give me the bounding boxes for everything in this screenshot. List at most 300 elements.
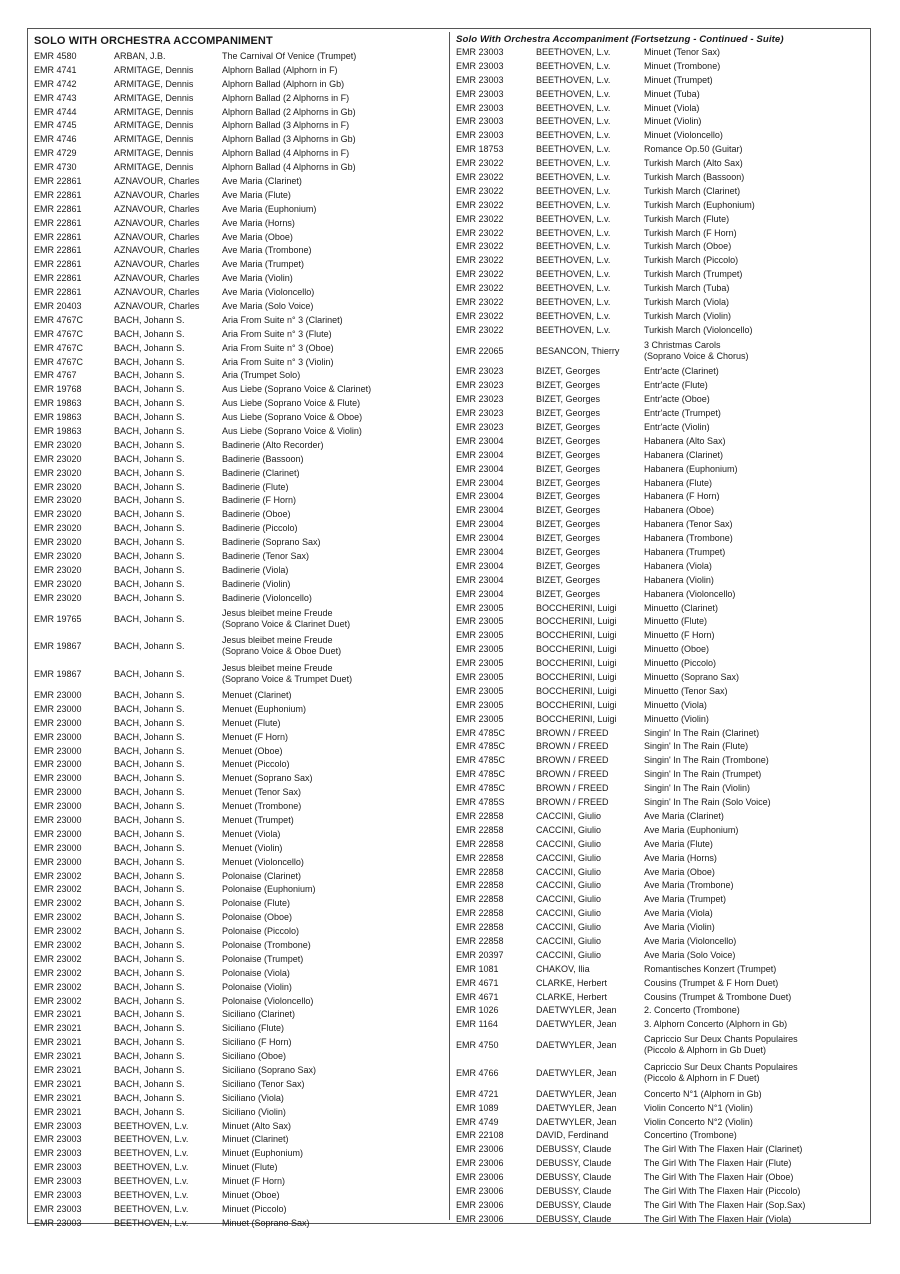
work-title-line: Menuet (Oboe) <box>222 745 283 756</box>
work-title <box>644 450 866 460</box>
composer-name: BEETHOVEN, L.v. <box>114 1134 189 1145</box>
catalog-entry <box>456 851 866 865</box>
composer-name: BACH, Johann S. <box>114 328 185 339</box>
catalog-entry <box>34 49 444 63</box>
catalog-number: EMR 23021 <box>34 1023 82 1034</box>
work-title-line: Aria From Suite n° 3 (Flute) <box>222 328 332 339</box>
catalog-number: EMR 23021 <box>34 1078 82 1089</box>
catalog-entry <box>456 1198 866 1212</box>
composer-name: BROWN / FREED <box>536 755 609 766</box>
catalog-entry <box>456 976 866 990</box>
catalog-number: EMR 23022 <box>456 310 504 321</box>
composer-name: AZNAVOUR, Charles <box>114 273 200 284</box>
catalog-entry <box>456 226 866 240</box>
catalog-entry <box>456 337 866 365</box>
catalog-number: EMR 22108 <box>456 1130 504 1141</box>
catalog-entry <box>34 1174 444 1188</box>
catalog-number: EMR 23006 <box>456 1186 504 1197</box>
catalog-entry <box>34 63 444 77</box>
catalog-entry <box>456 1170 866 1184</box>
catalog-number: EMR 23003 <box>34 1162 82 1173</box>
catalog-number: EMR 23021 <box>34 1037 82 1048</box>
work-title <box>644 936 866 946</box>
catalog-entry <box>34 91 444 105</box>
work-title <box>222 815 444 825</box>
catalog-entry <box>34 1091 444 1105</box>
composer-name: BACH, Johann S. <box>114 787 185 798</box>
composer-name: BACH, Johann S. <box>114 509 185 520</box>
catalog-number: EMR 4750 <box>456 1040 499 1051</box>
work-title-line: Romantisches Konzert (Trumpet) <box>644 963 777 974</box>
composer-name: BACH, Johann S. <box>114 801 185 812</box>
catalog-entry <box>456 1101 866 1115</box>
work-title-line: Cousins (Trumpet & F Horn Duet) <box>644 977 779 988</box>
catalog-number: EMR 4744 <box>34 106 77 117</box>
composer-name: BACH, Johann S. <box>114 425 185 436</box>
composer-name: BIZET, Georges <box>536 533 601 544</box>
work-title-line: (Piccolo & Alphorn in F Duet) <box>644 1072 760 1083</box>
catalog-number: EMR 4785C <box>456 769 506 780</box>
composer-name: AZNAVOUR, Charles <box>114 175 200 186</box>
catalog-entry <box>456 948 866 962</box>
catalog-entry <box>34 966 444 980</box>
catalog-entry <box>34 494 444 508</box>
composer-name: BIZET, Georges <box>536 380 601 391</box>
catalog-entry <box>456 239 866 253</box>
composer-name: BACH, Johann S. <box>114 731 185 742</box>
catalog-entry <box>34 785 444 799</box>
catalog-number: EMR 23000 <box>34 828 82 839</box>
work-title <box>644 89 866 99</box>
work-title <box>644 1200 866 1210</box>
composer-name: AZNAVOUR, Charles <box>114 189 200 200</box>
work-title-line: Singin' In The Rain (Clarinet) <box>644 727 760 738</box>
work-title <box>644 1034 866 1056</box>
work-title-line: Badinerie (Piccolo) <box>222 523 298 534</box>
catalog-number: EMR 23000 <box>34 731 82 742</box>
work-title <box>644 61 866 71</box>
composer-name: BEETHOVEN, L.v. <box>536 102 611 113</box>
work-title <box>222 398 444 408</box>
catalog-entry <box>34 952 444 966</box>
composer-name: DEBUSSY, Claude <box>536 1186 612 1197</box>
work-title <box>222 482 444 492</box>
work-title-line: Habanera (Oboe) <box>644 505 715 516</box>
work-title-line: Polonaise (Euphonium) <box>222 884 316 895</box>
work-title-line: Habanera (Violin) <box>644 574 714 585</box>
composer-name: BACH, Johann S. <box>114 412 185 423</box>
catalog-number: EMR 23003 <box>34 1120 82 1131</box>
catalog-entry <box>456 865 866 879</box>
catalog-number: EMR 1164 <box>456 1019 498 1030</box>
composer-name: BACH, Johann S. <box>114 898 185 909</box>
catalog-number: EMR 23003 <box>34 1203 82 1214</box>
composer-name: DAETWYLER, Jean <box>536 1040 617 1051</box>
catalog-number: EMR 22861 <box>34 231 82 242</box>
catalog-number: EMR 23020 <box>34 509 82 520</box>
composer-name: DAETWYLER, Jean <box>536 1116 617 1127</box>
catalog-number: EMR 23020 <box>34 537 82 548</box>
work-title-line: Ave Maria (Solo Voice) <box>644 949 736 960</box>
work-title-line: Habanera (F Horn) <box>644 491 720 502</box>
work-title-line: Minuet (Trumpet) <box>644 74 713 85</box>
composer-name: BACH, Johann S. <box>114 370 185 381</box>
composer-name: BEETHOVEN, L.v. <box>114 1148 189 1159</box>
catalog-entry <box>456 517 866 531</box>
composer-name: BEETHOVEN, L.v. <box>536 213 611 224</box>
work-title-line: Menuet (Viola) <box>222 828 281 839</box>
work-title <box>644 603 866 613</box>
composer-name: DAETWYLER, Jean <box>536 1067 617 1078</box>
work-title-line: Minuet (Alto Sax) <box>222 1120 292 1131</box>
catalog-entry <box>34 1063 444 1077</box>
catalog-entry <box>34 938 444 952</box>
work-title-line: Ave Maria (Violoncello) <box>222 287 315 298</box>
composer-name: BACH, Johann S. <box>114 342 185 353</box>
work-title-line: Alphorn Ballad (4 Alphorns in F) <box>222 148 350 159</box>
composer-name: DEBUSSY, Claude <box>536 1144 612 1155</box>
composer-name: BEETHOVEN, L.v. <box>114 1176 189 1187</box>
work-title <box>222 1107 444 1117</box>
catalog-number: EMR 23005 <box>456 644 504 655</box>
catalog-entry <box>34 827 444 841</box>
work-title-line: Ave Maria (Flute) <box>222 189 291 200</box>
work-title-line: Concerto N°1 (Alphorn in Gb) <box>644 1088 762 1099</box>
catalog-entry <box>456 601 866 615</box>
work-title-line: Concertino (Trombone) <box>644 1130 737 1141</box>
catalog-number: EMR 4785C <box>456 727 506 738</box>
work-title-line: Habanera (Violoncello) <box>644 588 736 599</box>
composer-name: BIZET, Georges <box>536 435 601 446</box>
work-title <box>222 843 444 853</box>
work-title <box>644 464 866 474</box>
composer-name: BACH, Johann S. <box>114 814 185 825</box>
composer-name: ARMITAGE, Dennis <box>114 120 194 131</box>
work-title-line: Menuet (Soprano Sax) <box>222 773 313 784</box>
catalog-entry <box>456 781 866 795</box>
work-title-line: Siciliano (Violin) <box>222 1106 286 1117</box>
catalog-number: EMR 23023 <box>456 408 504 419</box>
catalog-entry <box>34 924 444 938</box>
catalog-number: EMR 23003 <box>456 130 504 141</box>
work-title <box>222 79 444 89</box>
work-title-line: Violin Concerto N°2 (Violin) <box>644 1116 753 1127</box>
catalog-number: EMR 23023 <box>456 366 504 377</box>
catalog-number: EMR 19765 <box>34 613 82 624</box>
work-title-line: Ave Maria (Violoncello) <box>644 935 737 946</box>
work-title-line: Habanera (Flute) <box>644 477 713 488</box>
work-title-line: Aus Liebe (Soprano Voice & Clarinet) <box>222 384 372 395</box>
work-title-line: Minuet (Violoncello) <box>644 130 723 141</box>
work-title-line: Polonaise (Clarinet) <box>222 870 302 881</box>
composer-name: AZNAVOUR, Charles <box>114 217 200 228</box>
catalog-number: EMR 23002 <box>34 870 82 881</box>
composer-name: BOCCHERINI, Luigi <box>536 672 617 683</box>
catalog-entry <box>456 59 866 73</box>
work-title <box>644 491 866 501</box>
work-title <box>644 366 866 376</box>
work-title <box>644 769 866 779</box>
catalog-number: EMR 23022 <box>456 255 504 266</box>
work-title-line: Entr'acte (Violin) <box>644 422 710 432</box>
work-title-line: Minuetto (Oboe) <box>644 644 710 655</box>
composer-name: BACH, Johann S. <box>114 669 185 680</box>
catalog-number: EMR 22858 <box>456 908 504 919</box>
work-title <box>222 107 444 117</box>
composer-name: BEETHOVEN, L.v. <box>536 241 611 252</box>
composer-name: BACH, Johann S. <box>114 912 185 923</box>
catalog-number: EMR 23023 <box>456 394 504 405</box>
catalog-entry <box>456 198 866 212</box>
work-title <box>222 773 444 783</box>
work-title-line: Minuet (Flute) <box>222 1162 278 1173</box>
work-title-line: Polonaise (Viola) <box>222 967 290 978</box>
catalog-number: EMR 19768 <box>34 384 82 395</box>
work-title-line: Ave Maria (Horns) <box>644 852 717 863</box>
catalog-number: EMR 23020 <box>34 481 82 492</box>
catalog-entry <box>456 823 866 837</box>
catalog-number: EMR 23003 <box>34 1148 82 1159</box>
composer-name: AZNAVOUR, Charles <box>114 245 200 256</box>
work-title-line: Polonaise (Trumpet) <box>222 953 304 964</box>
catalog-number: EMR 23022 <box>456 269 504 280</box>
work-title-line: Badinerie (Clarinet) <box>222 467 300 478</box>
work-title <box>644 922 866 932</box>
catalog-number: EMR 23002 <box>34 939 82 950</box>
work-title-line: Badinerie (Tenor Sax) <box>222 551 310 561</box>
work-title <box>222 1176 444 1186</box>
composer-name: BEETHOVEN, L.v. <box>536 144 611 155</box>
composer-name: BEETHOVEN, L.v. <box>536 88 611 99</box>
work-title-line: Minuet (Clarinet) <box>222 1134 289 1145</box>
catalog-entry <box>34 1188 444 1202</box>
work-title <box>644 228 866 238</box>
catalog-entry <box>34 77 444 91</box>
work-title-line: Ave Maria (Clarinet) <box>222 175 302 186</box>
catalog-entry <box>34 1146 444 1160</box>
catalog-entry <box>34 1049 444 1063</box>
catalog-number: EMR 23020 <box>34 495 82 506</box>
work-title-line: Turkish March (Tuba) <box>644 283 730 294</box>
catalog-entry <box>456 267 866 281</box>
composer-name: BIZET, Georges <box>536 505 601 516</box>
catalog-entry <box>456 1184 866 1198</box>
work-title-line: Ave Maria (Flute) <box>644 838 713 849</box>
catalog-entry <box>456 434 866 448</box>
work-title <box>644 700 866 710</box>
work-title-line: Jesus bleibet meine Freude <box>222 607 333 618</box>
work-title <box>644 505 866 515</box>
work-title-line: Minuetto (Clarinet) <box>644 602 719 613</box>
work-title <box>644 561 866 571</box>
work-title-line: (Soprano Voice & Clarinet Duet) <box>222 618 351 629</box>
work-title <box>222 551 444 561</box>
catalog-number: EMR 23021 <box>34 1009 82 1020</box>
catalog-number: EMR 4730 <box>34 162 77 173</box>
work-title <box>644 1089 866 1099</box>
composer-name: BEETHOVEN, L.v. <box>536 171 611 182</box>
catalog-number: EMR 4767 <box>34 370 77 381</box>
work-title-line: Singin' In The Rain (Flute) <box>644 741 749 752</box>
catalog-entry <box>34 869 444 883</box>
work-title <box>222 718 444 728</box>
composer-name: CACCINI, Giulio <box>536 894 602 905</box>
work-title <box>222 495 444 505</box>
work-title-line: Aria From Suite n° 3 (Oboe) <box>222 342 334 353</box>
catalog-entry <box>456 281 866 295</box>
work-title <box>222 120 444 130</box>
catalog-entry <box>34 744 444 758</box>
work-title-line: Turkish March (Flute) <box>644 213 730 224</box>
catalog-entry <box>34 341 444 355</box>
catalog-entry <box>456 920 866 934</box>
catalog-entry <box>456 490 866 504</box>
work-title-line: The Girl With The Flaxen Hair (Clarinet) <box>644 1144 803 1155</box>
composer-name: CACCINI, Giulio <box>536 935 602 946</box>
work-title <box>644 825 866 835</box>
work-title-line: Badinerie (Violoncello) <box>222 592 312 603</box>
work-title <box>644 103 866 113</box>
catalog-entry <box>456 559 866 573</box>
catalog-number: EMR 23023 <box>456 380 504 391</box>
work-title <box>222 329 444 339</box>
catalog-number: EMR 1089 <box>456 1102 499 1113</box>
work-title <box>222 690 444 700</box>
composer-name: BEETHOVEN, L.v. <box>536 116 611 127</box>
composer-name: DEBUSSY, Claude <box>536 1172 612 1183</box>
catalog-number: EMR 23022 <box>456 185 504 196</box>
catalog-entry <box>34 521 444 535</box>
work-title <box>644 1158 866 1168</box>
catalog-entry <box>34 980 444 994</box>
work-title-line: Alphorn Ballad (4 Alphorns in Gb) <box>222 162 356 173</box>
work-title-line: Badinerie (Soprano Sax) <box>222 537 321 548</box>
work-title <box>222 287 444 297</box>
work-title <box>222 996 444 1006</box>
catalog-number: EMR 19863 <box>34 412 82 423</box>
catalog-number: EMR 23005 <box>456 658 504 669</box>
composer-name: BACH, Johann S. <box>114 356 185 367</box>
composer-name: BIZET, Georges <box>536 519 601 530</box>
composer-name: BEETHOVEN, L.v. <box>536 199 611 210</box>
work-title <box>644 797 866 807</box>
work-title <box>222 898 444 908</box>
composer-name: BEETHOVEN, L.v. <box>536 324 611 335</box>
work-title-line: Capriccio Sur Deux Chants Populaires <box>644 1061 798 1072</box>
composer-name: CACCINI, Giulio <box>536 838 602 849</box>
work-title-line: Ave Maria (Clarinet) <box>644 810 724 821</box>
catalog-entry <box>456 892 866 906</box>
composer-name: BACH, Johann S. <box>114 592 185 603</box>
composer-name: BEETHOVEN, L.v. <box>536 46 611 57</box>
composer-name: BEETHOVEN, L.v. <box>536 185 611 196</box>
catalog-entry <box>34 757 444 771</box>
column-divider <box>449 32 450 1220</box>
work-title <box>222 1190 444 1200</box>
catalog-entry <box>34 299 444 313</box>
work-title <box>222 1134 444 1144</box>
catalog-number: EMR 23004 <box>456 477 504 488</box>
work-title-line: Ave Maria (Solo Voice) <box>222 300 314 311</box>
work-title-line: Jesus bleibet meine Freude <box>222 663 333 674</box>
work-title <box>222 190 444 200</box>
composer-name: BIZET, Georges <box>536 394 601 405</box>
work-title <box>644 728 866 738</box>
catalog-list-right <box>456 45 866 1226</box>
catalog-entry <box>34 424 444 438</box>
work-title <box>222 232 444 242</box>
work-title <box>644 130 866 140</box>
work-title-line: (Soprano Voice & Oboe Duet) <box>222 646 342 657</box>
catalog-entry <box>456 573 866 587</box>
catalog-entry <box>34 285 444 299</box>
composer-name: BIZET, Georges <box>536 477 601 488</box>
work-title-line: Minuetto (Violin) <box>644 713 709 724</box>
work-title-line: Siciliano (F Horn) <box>222 1037 292 1048</box>
work-title-line: Ave Maria (Violin) <box>222 273 293 284</box>
composer-name: BACH, Johann S. <box>114 828 185 839</box>
work-title-line: Menuet (Flute) <box>222 717 281 728</box>
work-title <box>644 116 866 126</box>
catalog-number: EMR 23003 <box>456 46 504 57</box>
catalog-entry <box>456 73 866 87</box>
work-title-line: Siciliano (Tenor Sax) <box>222 1078 305 1089</box>
catalog-number: EMR 23020 <box>34 523 82 534</box>
work-title-line: Alphorn Ballad (3 Alphorns in Gb) <box>222 134 356 145</box>
work-title-line: Minuetto (Viola) <box>644 699 707 710</box>
catalog-entry <box>456 392 866 406</box>
composer-name: BOCCHERINI, Luigi <box>536 644 617 655</box>
catalog-number: EMR 23006 <box>456 1172 504 1183</box>
work-title <box>644 894 866 904</box>
work-title <box>644 533 866 543</box>
work-title <box>222 968 444 978</box>
work-title-line: Polonaise (Trombone) <box>222 939 311 950</box>
work-title-line: Minuetto (Flute) <box>644 616 708 627</box>
catalog-entry <box>456 45 866 59</box>
work-title <box>222 926 444 936</box>
work-title <box>222 537 444 547</box>
catalog-entry <box>456 740 866 754</box>
composer-name: BOCCHERINI, Luigi <box>536 616 617 627</box>
composer-name: BROWN / FREED <box>536 797 609 808</box>
work-title <box>222 1121 444 1131</box>
catalog-entry <box>34 243 444 257</box>
composer-name: DAETWYLER, Jean <box>536 1088 617 1099</box>
catalog-number: EMR 23022 <box>456 171 504 182</box>
section-title-continued: Solo With Orchestra Accompaniment (Fortsetzung - Continued - Suite) <box>456 34 784 45</box>
catalog-entry <box>34 146 444 160</box>
work-title <box>644 325 866 335</box>
catalog-number: EMR 20403 <box>34 300 82 311</box>
catalog-entry <box>34 480 444 494</box>
composer-name: BIZET, Georges <box>536 574 601 585</box>
work-title <box>644 964 866 974</box>
composer-name: BACH, Johann S. <box>114 981 185 992</box>
work-title <box>644 519 866 529</box>
work-title-line: Menuet (Clarinet) <box>222 689 292 700</box>
composer-name: ARMITAGE, Dennis <box>114 162 194 173</box>
catalog-entry <box>34 368 444 382</box>
work-title-line: (Soprano Voice & Chorus) <box>644 350 749 361</box>
composer-name: BACH, Johann S. <box>114 523 185 534</box>
catalog-entry <box>456 767 866 781</box>
composer-name: BACH, Johann S. <box>114 551 185 561</box>
work-title <box>644 658 866 668</box>
catalog-entry <box>34 188 444 202</box>
catalog-entry <box>34 438 444 452</box>
composer-name: AZNAVOUR, Charles <box>114 259 200 270</box>
